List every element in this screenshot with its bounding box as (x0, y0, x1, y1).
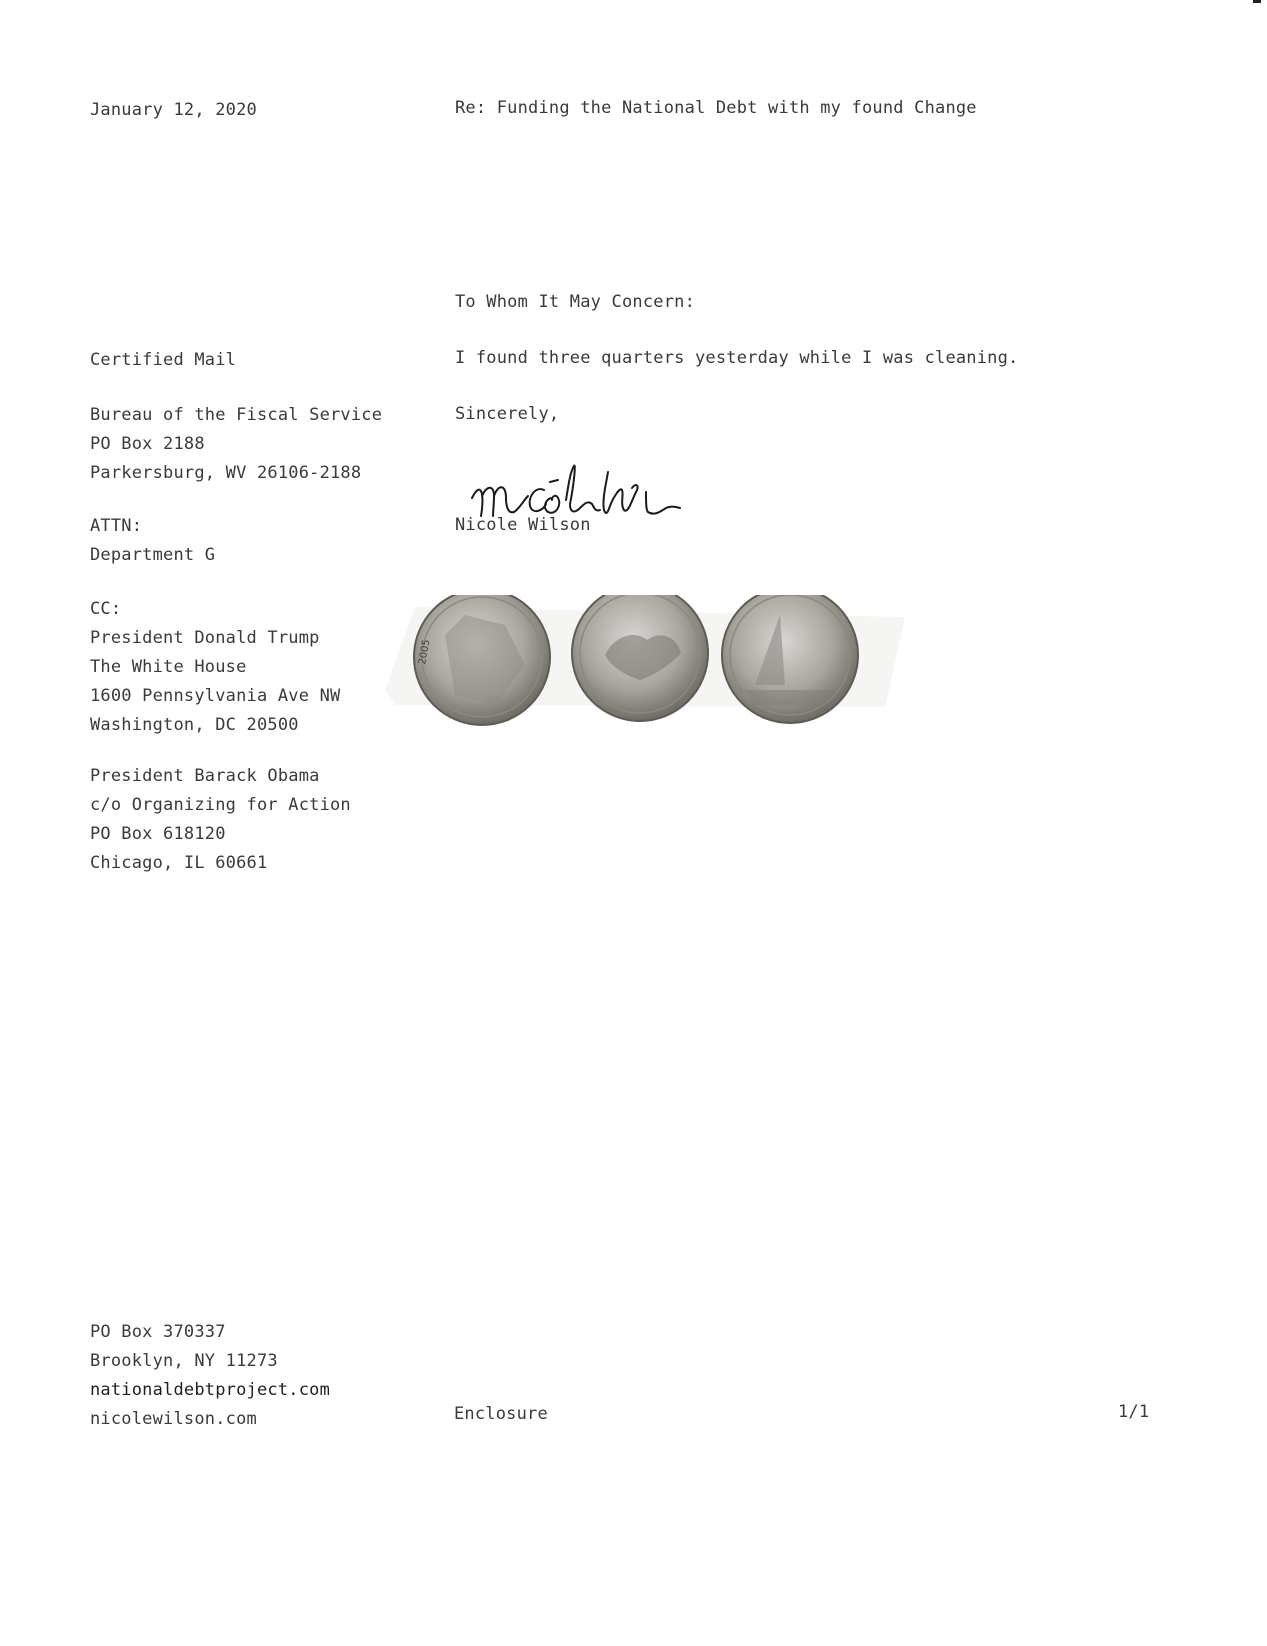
page-number: 1/1 (1118, 1402, 1150, 1422)
address-line: c/o Organizing for Action (90, 795, 351, 815)
sender-footer (90, 1318, 330, 1434)
delivery-method: Certified Mail (90, 350, 237, 370)
svg-text:2005: 2005 (417, 638, 433, 666)
quarter-coin-2 (572, 595, 708, 721)
website-link-2[interactable]: nicolewilson.com (90, 1409, 257, 1429)
address-line: PO Box 2188 (90, 434, 205, 454)
attn-label: ATTN: (90, 516, 143, 536)
enclosure-label: Enclosure (454, 1404, 548, 1424)
attn-value: Department G (90, 545, 216, 565)
signer-name: Nicole Wilson (455, 515, 591, 535)
closing: Sincerely, (455, 404, 560, 424)
letter-subject: Re: Funding the National Debt with my found Change (455, 98, 977, 118)
address-line: Washington, DC 20500 (90, 715, 299, 735)
cc-block (90, 595, 340, 740)
attn-block (90, 512, 215, 570)
letter-message: I found three quarters yesterday while I was cleaning. (455, 348, 1019, 368)
salutation: To Whom It May Concern: (455, 292, 696, 312)
recipient-address (90, 401, 382, 488)
quarter-coin-3 (722, 595, 858, 723)
sender-address-line: PO Box 370337 (90, 1322, 226, 1342)
website-link-1[interactable]: nationaldebtproject.com (90, 1380, 331, 1400)
address-line: President Donald Trump (90, 628, 320, 648)
scan-mark (1253, 0, 1261, 3)
address-line: Parkersburg, WV 26106-2188 (90, 463, 362, 483)
cc-recipient-2 (90, 762, 351, 878)
address-line: 1600 Pennsylvania Ave NW (90, 686, 341, 706)
address-line: President Barack Obama (90, 766, 320, 786)
quarter-coin-1 (414, 595, 550, 725)
address-line: PO Box 618120 (90, 824, 226, 844)
letter-date: January 12, 2020 (90, 100, 257, 120)
taped-quarters-image (385, 595, 925, 770)
cc-label: CC: (90, 599, 122, 619)
address-line: Chicago, IL 60661 (90, 853, 268, 873)
sender-address-line: Brooklyn, NY 11273 (90, 1351, 278, 1371)
address-line: Bureau of the Fiscal Service (90, 405, 383, 425)
address-line: The White House (90, 657, 247, 677)
